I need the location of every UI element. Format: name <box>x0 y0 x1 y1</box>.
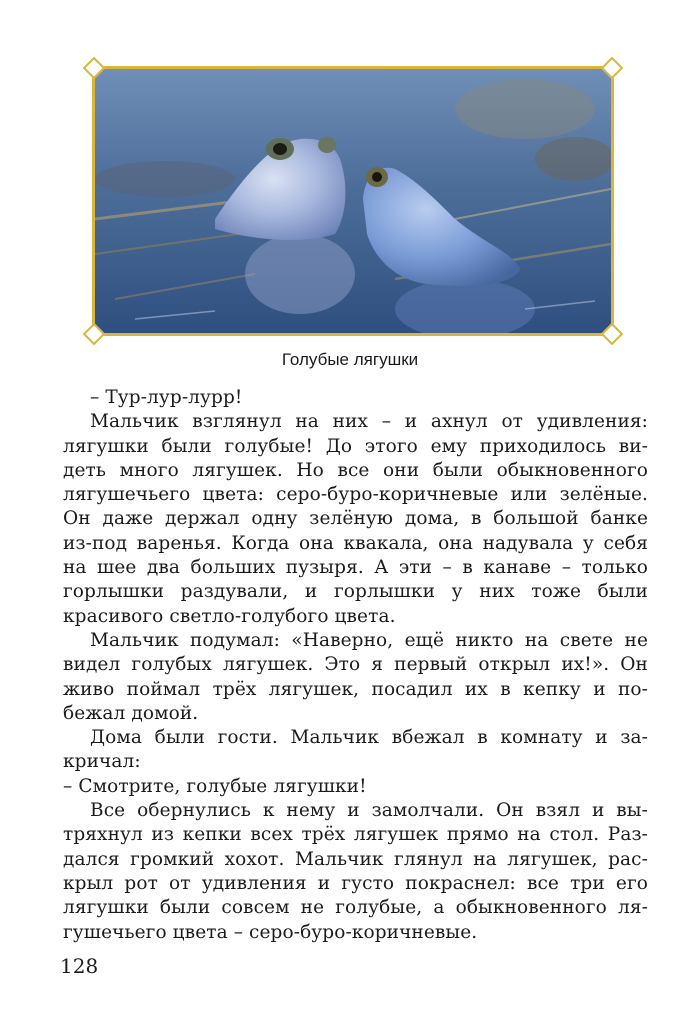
text-line: Все обернулись к нему и замолчали. Он взял и вы- <box>90 800 648 822</box>
photo-frame <box>92 66 614 336</box>
text-line: Он даже держал одну зелёную дома, в большой банке <box>63 508 648 530</box>
text-line: кричал: <box>63 751 141 773</box>
text-line: лягушки были совсем не голубые, а обыкновенного ля- <box>63 897 648 919</box>
text-line: видел голубых лягушек. Это я первый открыл их!». Он <box>63 654 648 676</box>
text-line: Мальчик подумал: «Наверно, ещё никто на свете не <box>90 629 648 651</box>
text-line: крыл рот от удивления и густо покраснел: все три его <box>63 872 648 894</box>
text-line: живо поймал трёх лягушек, посадил их в кепку и по- <box>63 678 648 700</box>
text-line: красивого светло-голубого цвета. <box>63 605 396 627</box>
text-line: лягушки были голубые! До этого ему приходилось ви- <box>63 435 648 457</box>
story-text <box>63 386 648 945</box>
text-line: дался громкий хохот. Мальчик глянул на лягушек, рас- <box>63 848 648 870</box>
text-line: Мальчик взглянул на них – и ахнул от удивления: <box>90 411 648 433</box>
text-line: – Тур-лур-лурр! <box>90 387 243 408</box>
text-line: лягушечьего цвета: серо-буро-коричневые или зелёные. <box>63 484 648 506</box>
text-line: деть много лягушек. Но все они были обыкновенного <box>63 459 648 481</box>
text-line: гушечьего цвета – серо-буро-коричневые. <box>63 921 478 943</box>
page-number: 128 <box>60 954 99 978</box>
text-line: тряхнул из кепки всех трёх лягушек прямо на стол. Раз- <box>63 824 648 846</box>
text-line: бежал домой. <box>63 702 199 724</box>
figure-caption: Голубые лягушки <box>281 350 419 369</box>
text-line: горлышки раздували, и горлышки у них тоже были <box>63 581 648 603</box>
text-line: на шее два больших пузыря. А эти – в канаве – только <box>63 557 648 579</box>
text-line: Дома были гости. Мальчик вбежал в комнату и за- <box>90 727 648 749</box>
blue-frogs-photo <box>95 69 611 333</box>
text-line: – Смотрите, голубые лягушки! <box>63 775 367 797</box>
text-line: из-под варенья. Когда она квакала, она надувала у себя <box>63 532 648 554</box>
